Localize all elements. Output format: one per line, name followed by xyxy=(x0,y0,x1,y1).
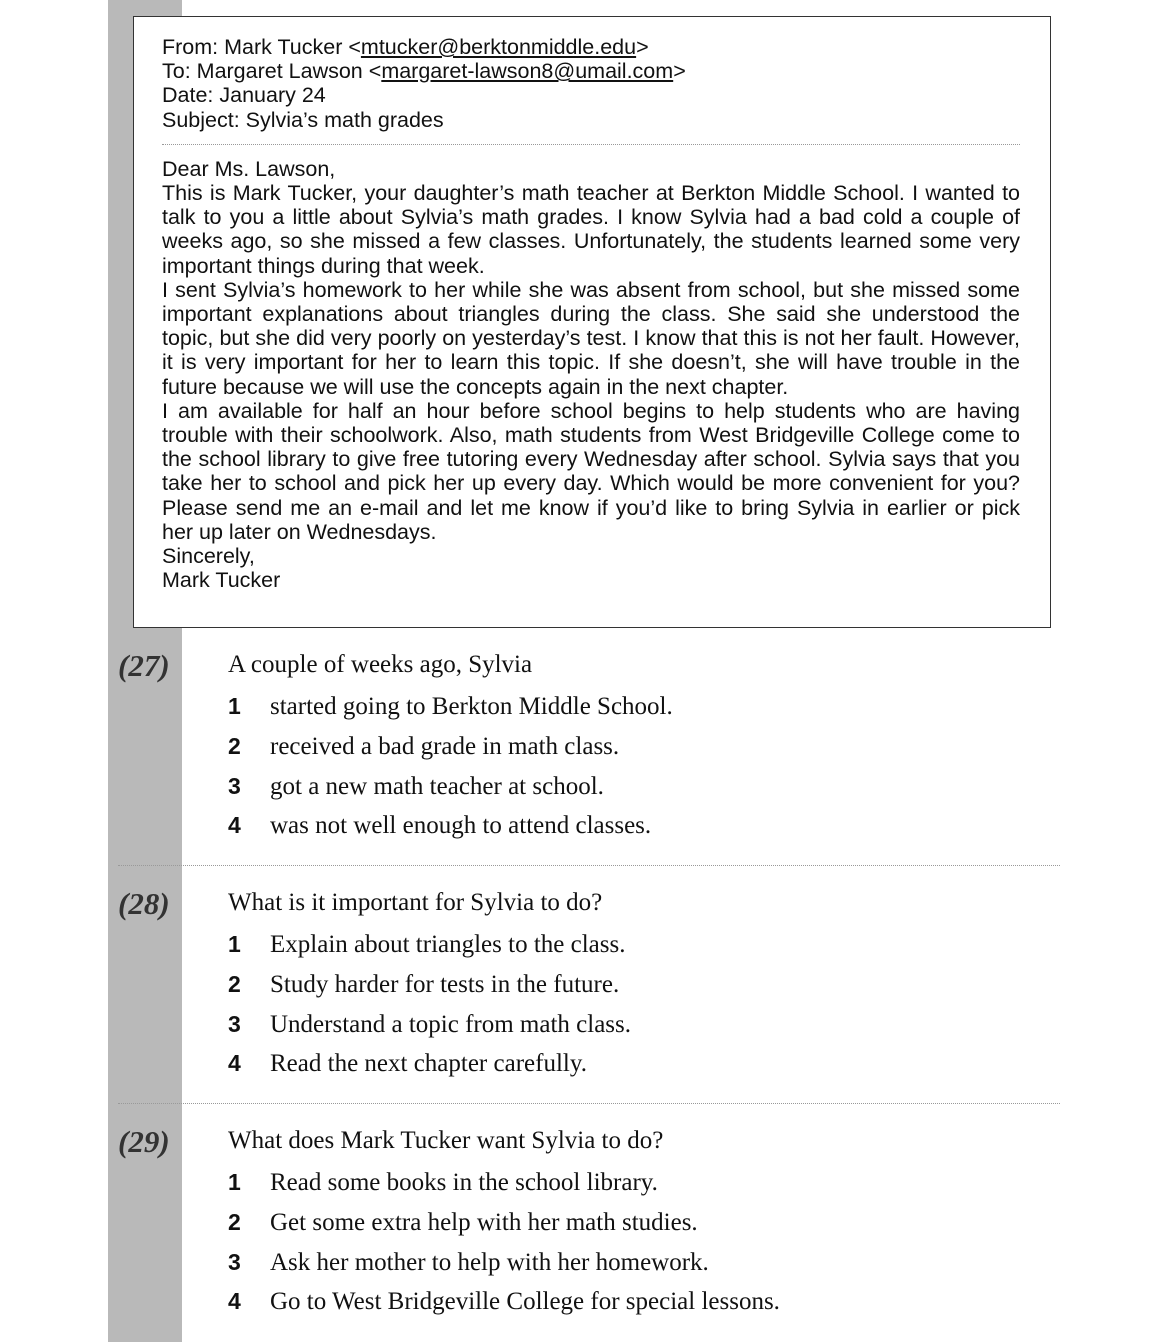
email-subject-line: Subject: Sylvia’s math grades xyxy=(162,107,444,132)
option-text: Read some books in the school library. xyxy=(270,1169,658,1196)
email-date-line: Date: January 24 xyxy=(162,83,326,108)
option-text: Get some extra help with her math studies. xyxy=(270,1209,698,1236)
option-number: 3 xyxy=(228,1249,241,1275)
option-text: Go to West Bridgeville College for special lessons. xyxy=(270,1288,780,1315)
answer-option-3[interactable] xyxy=(228,1249,709,1279)
option-number: 3 xyxy=(228,1011,241,1037)
email-from-line: From: Mark Tucker <mtucker@berktonmiddle.edu> xyxy=(162,35,649,59)
option-text: received a bad grade in math class. xyxy=(270,733,620,760)
email-signature: Mark Tucker xyxy=(162,568,281,593)
answer-option-4[interactable] xyxy=(228,1288,780,1318)
option-number: 3 xyxy=(228,773,241,799)
option-number: 4 xyxy=(228,812,241,838)
answer-option-2[interactable] xyxy=(228,1209,698,1239)
option-text: got a new math teacher at school. xyxy=(270,773,604,800)
option-number: 2 xyxy=(228,1209,241,1235)
email-header-divider xyxy=(162,144,1020,145)
email-paragraph-1: This is Mark Tucker, your daughter’s math teacher at Berkton Middle School. I wanted to talk to you a little about Sylvia’s math grades. I know Sylvia had a bad cold a couple of weeks ago, so she missed a few classes. Unfortunately, the students learned some very important things during that week. xyxy=(162,181,1020,278)
from-label: From: xyxy=(162,35,225,59)
answer-option-4[interactable] xyxy=(228,812,651,842)
option-text: Understand a topic from math class. xyxy=(270,1011,632,1038)
to-email-link[interactable]: margaret-lawson8@umail.com xyxy=(381,59,674,84)
question-divider xyxy=(118,1103,1060,1104)
option-text: Explain about triangles to the class. xyxy=(270,931,626,958)
email-paragraph-3: I am available for half an hour before school begins to help students who are having trouble with their schoolwork. Also, math students from West Bridgeville College come to the school library to give free tutoring every Wednesday after school. Sylvia says that you take her to school and pick her up every day. Which would be more convenient for you? Please send me an e-mail and let me know if you’d like to bring Sylvia in earlier or pick her up later on Wednesdays. xyxy=(162,398,1020,544)
email-closing: Sincerely, xyxy=(162,544,255,569)
email-to-line: To: Margaret Lawson <margaret-lawson8@umail.com> xyxy=(162,59,686,84)
answer-option-1[interactable] xyxy=(228,693,673,723)
option-text: Ask her mother to help with her homework. xyxy=(270,1249,709,1276)
answer-option-3[interactable] xyxy=(228,1011,631,1041)
answer-option-3[interactable] xyxy=(228,773,604,803)
question-number: (27) xyxy=(118,648,170,683)
option-text: Study harder for tests in the future. xyxy=(270,971,620,998)
answer-option-2[interactable] xyxy=(228,733,619,763)
answer-option-4[interactable] xyxy=(228,1050,587,1080)
email-greeting: Dear Ms. Lawson, xyxy=(162,156,336,181)
option-number: 1 xyxy=(228,931,241,957)
option-number: 1 xyxy=(228,1169,241,1195)
answer-option-2[interactable] xyxy=(228,971,619,1001)
option-text: started going to Berkton Middle School. xyxy=(270,693,673,720)
answer-option-1[interactable] xyxy=(228,1169,658,1199)
option-text: Read the next chapter carefully. xyxy=(270,1050,587,1077)
email-paragraph-2: I sent Sylvia’s homework to her while she was absent from school, but she missed some important explanations about triangles during the class. She said she understood the topic, but she did very poorly on yesterday’s test. I know that this is not her fault. However, it is very important for her to learn this topic. If she doesn’t, she will have trouble in the future because we will use the concepts again in the next chapter. xyxy=(162,277,1020,399)
option-number: 4 xyxy=(228,1288,241,1314)
option-number: 2 xyxy=(228,733,241,759)
option-number: 2 xyxy=(228,971,241,997)
question-text: A couple of weeks ago, Sylvia xyxy=(228,651,533,678)
email-box xyxy=(133,16,1051,628)
from-email-link[interactable]: mtucker@berktonmiddle.edu xyxy=(360,35,637,59)
question-text: What is it important for Sylvia to do? xyxy=(228,889,603,916)
to-name: Margaret Lawson xyxy=(196,59,369,84)
question-number: (28) xyxy=(118,886,170,921)
question-number: (29) xyxy=(118,1124,170,1159)
option-text: was not well enough to attend classes. xyxy=(270,812,652,839)
question-text: What does Mark Tucker want Sylvia to do? xyxy=(228,1127,664,1154)
from-name: Mark Tucker xyxy=(224,35,349,59)
option-number: 4 xyxy=(228,1050,241,1076)
question-divider xyxy=(118,865,1060,866)
to-label: To: xyxy=(162,59,197,84)
option-number: 1 xyxy=(228,693,241,719)
answer-option-1[interactable] xyxy=(228,931,625,961)
